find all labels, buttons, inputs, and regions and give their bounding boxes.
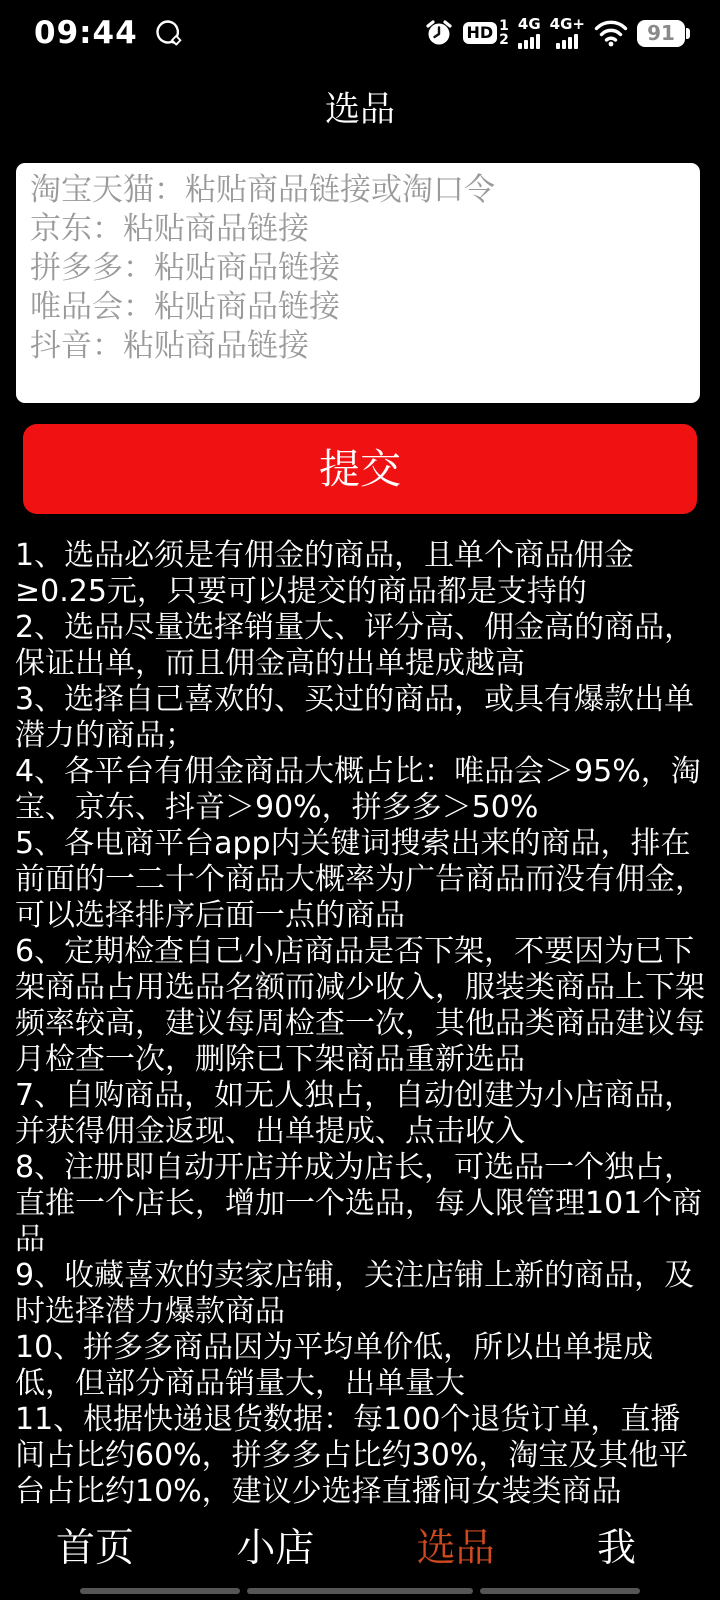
instruction-item-4: 4、各平台有佣金商品大概占比：唯品会＞95%，淘宝、京东、抖音＞90%，拼多多＞50% xyxy=(15,754,701,825)
instructions-list xyxy=(15,538,705,1510)
page-title: 选品 xyxy=(324,90,395,130)
gesture-bar-segment xyxy=(480,1588,640,1594)
bottom-nav xyxy=(0,1526,720,1572)
nav-item-home[interactable]: 首页 xyxy=(56,1526,135,1571)
nav-item-me[interactable]: 我 xyxy=(596,1526,636,1571)
instruction-item-8: 8、注册即自动开店并成为店长，可选品一个独占，直推一个店长，增加一个选品，每人限管理101个商品 xyxy=(15,1150,703,1257)
instruction-item-5: 5、各电商平台app内关键词搜索出来的商品，排在前面的一二十个商品大概率为广告商品而没有佣金，可以选择排序后面一点的商品 xyxy=(15,826,705,933)
instruction-item-7: 7、自购商品，如无人独占，自动创建为小店商品，并获得佣金返现、出单提成、点击收入 xyxy=(15,1078,695,1149)
sim1-label: 1 xyxy=(499,18,509,34)
nav-item-selection[interactable]: 选品 xyxy=(416,1526,495,1571)
product-link-input[interactable] xyxy=(16,163,700,403)
instruction-item-11: 11、根据快递退货数据：每100个退货订单，直播间占比约60%，拼多多占比约30%，淘宝及其他平台占比约10%，建议少选择直播间女装类商品 xyxy=(15,1402,689,1509)
instruction-item-1: 1、选品必须是有佣金的商品，且单个商品佣金≥0.25元，只要可以提交的商品都是支持的 xyxy=(15,538,635,609)
instruction-item-10: 10、拼多多商品因为平均单价低，所以出单提成低，但部分商品销量大，出单量大 xyxy=(15,1330,654,1401)
gesture-bar[interactable] xyxy=(80,1588,640,1594)
battery-icon xyxy=(637,20,690,47)
instruction-item-3: 3、选择自己喜欢的、买过的商品，或具有爆款出单潜力的商品； xyxy=(15,682,695,753)
alarm-icon xyxy=(424,18,454,48)
sim2-label: 2 xyxy=(499,32,509,48)
instruction-item-2: 2、选品尽量选择销量大、评分高、佣金高的商品，保证出单，而且佣金高的出单提成越高 xyxy=(15,610,695,681)
instruction-item-9: 9、收藏喜欢的卖家店铺，关注店铺上新的商品，及时选择潜力爆款商品 xyxy=(15,1258,695,1329)
nav-item-shop[interactable]: 小店 xyxy=(236,1526,315,1571)
volte-hd-icon: HD 1 2 xyxy=(463,19,509,47)
battery-level: 91 xyxy=(637,20,685,47)
wifi-icon xyxy=(594,20,628,47)
gesture-bar-segment xyxy=(80,1588,240,1594)
gesture-bar-segment xyxy=(247,1588,473,1594)
signal-sim2-icon: 4G+ xyxy=(550,17,585,49)
submit-button[interactable]: 提交 xyxy=(23,424,697,514)
signal-sim1-icon: 4G xyxy=(518,17,541,49)
status-time: 09:44 xyxy=(34,15,138,51)
instruction-item-6: 6、定期检查自己小店商品是否下架，不要因为已下架商品占用选品名额而减少收入，服装类商品上下架频率较高，建议每周检查一次，其他品类商品建议每月检查一次，删除已下架商品重新选品 xyxy=(15,934,705,1077)
message-bubble-icon xyxy=(152,17,184,49)
status-bar xyxy=(0,0,720,60)
